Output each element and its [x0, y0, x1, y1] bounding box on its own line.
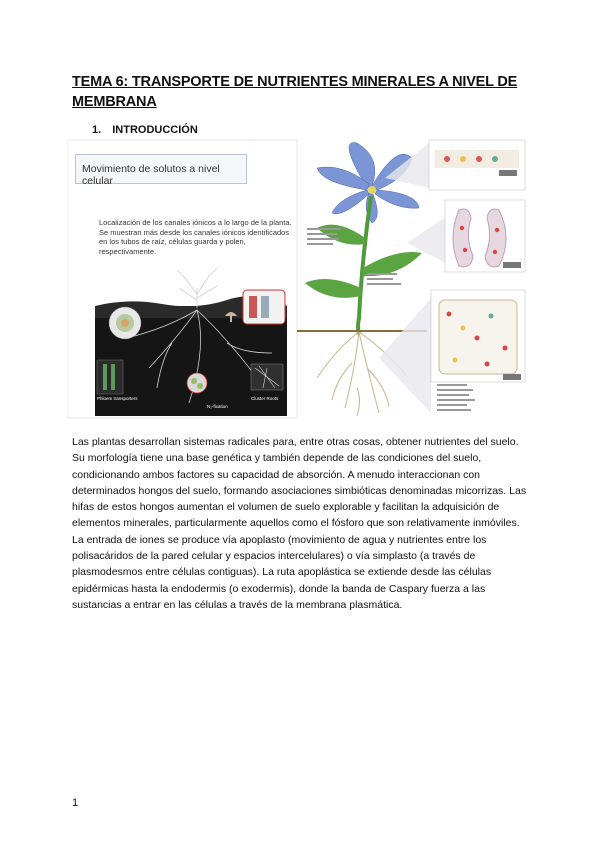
inset-panel-pollen	[429, 140, 525, 190]
document-title: TEMA 6: TRANSPORTE DE NUTRIENTES MINERALES A NIVEL DE MEMBRANA	[72, 74, 518, 110]
inset-panel-root-cell	[431, 290, 525, 382]
label-phloem: Phloem transporters	[97, 396, 138, 401]
body-paragraph: Las plantas desarrollan sistemas radicales para, entre otras cosas, obtener nutrientes del suelo. Su morfología tiene una base genética y también depende de las condiciones del suelo, condicionando ambos factores su capacidad de absorción. A menudo interaccionan con determinados hongos del suelo, formando asociaciones simbióticas denominadas micorrizas. Las hifas de estos hongos aumentan el volumen de suelo explorable y facilitan la adquisición de elementos minerales, particularmente aquellos como el fósforo que son relativamente inmóviles. La entrada de iones se produce vía apoplasto (movimiento de agua y nutrientes entre los polisacáridos de la pared celular y espacios intercelulares) o vía simplasto (a través de plasmodesmos entre células contiguas). La ruta apoplástica se extiende desde las células epidérmicas hasta la endodermis (o exodermis), donde la banda de Caspary fuerza a las sustancias a entrar en las células a través de la membrana plasmática.	[72, 436, 527, 611]
section-title: INTRODUCCIÓN	[112, 124, 198, 136]
figure-description: Localización de los canales iónicos a lo largo de la planta. Se muestran más desde los canales iónicos identificados en los tubos de raíz, células guarda y polen, respectivamente.	[99, 218, 292, 256]
page-number: 1	[72, 797, 79, 809]
figure-caption: Movimiento de solutos a nivel celular	[75, 154, 247, 184]
inset-panel-guard-cells	[445, 200, 525, 272]
section-heading	[92, 124, 198, 136]
section-number: 1.	[92, 124, 102, 136]
label-cluster-roots: Cluster Roots	[251, 396, 279, 401]
label-root-anatomy: Root Anatomy	[107, 296, 136, 301]
label-mycorrhiza: Mycorrhiza	[217, 292, 240, 297]
label-n-fixation: N₂-fixation	[207, 404, 228, 409]
